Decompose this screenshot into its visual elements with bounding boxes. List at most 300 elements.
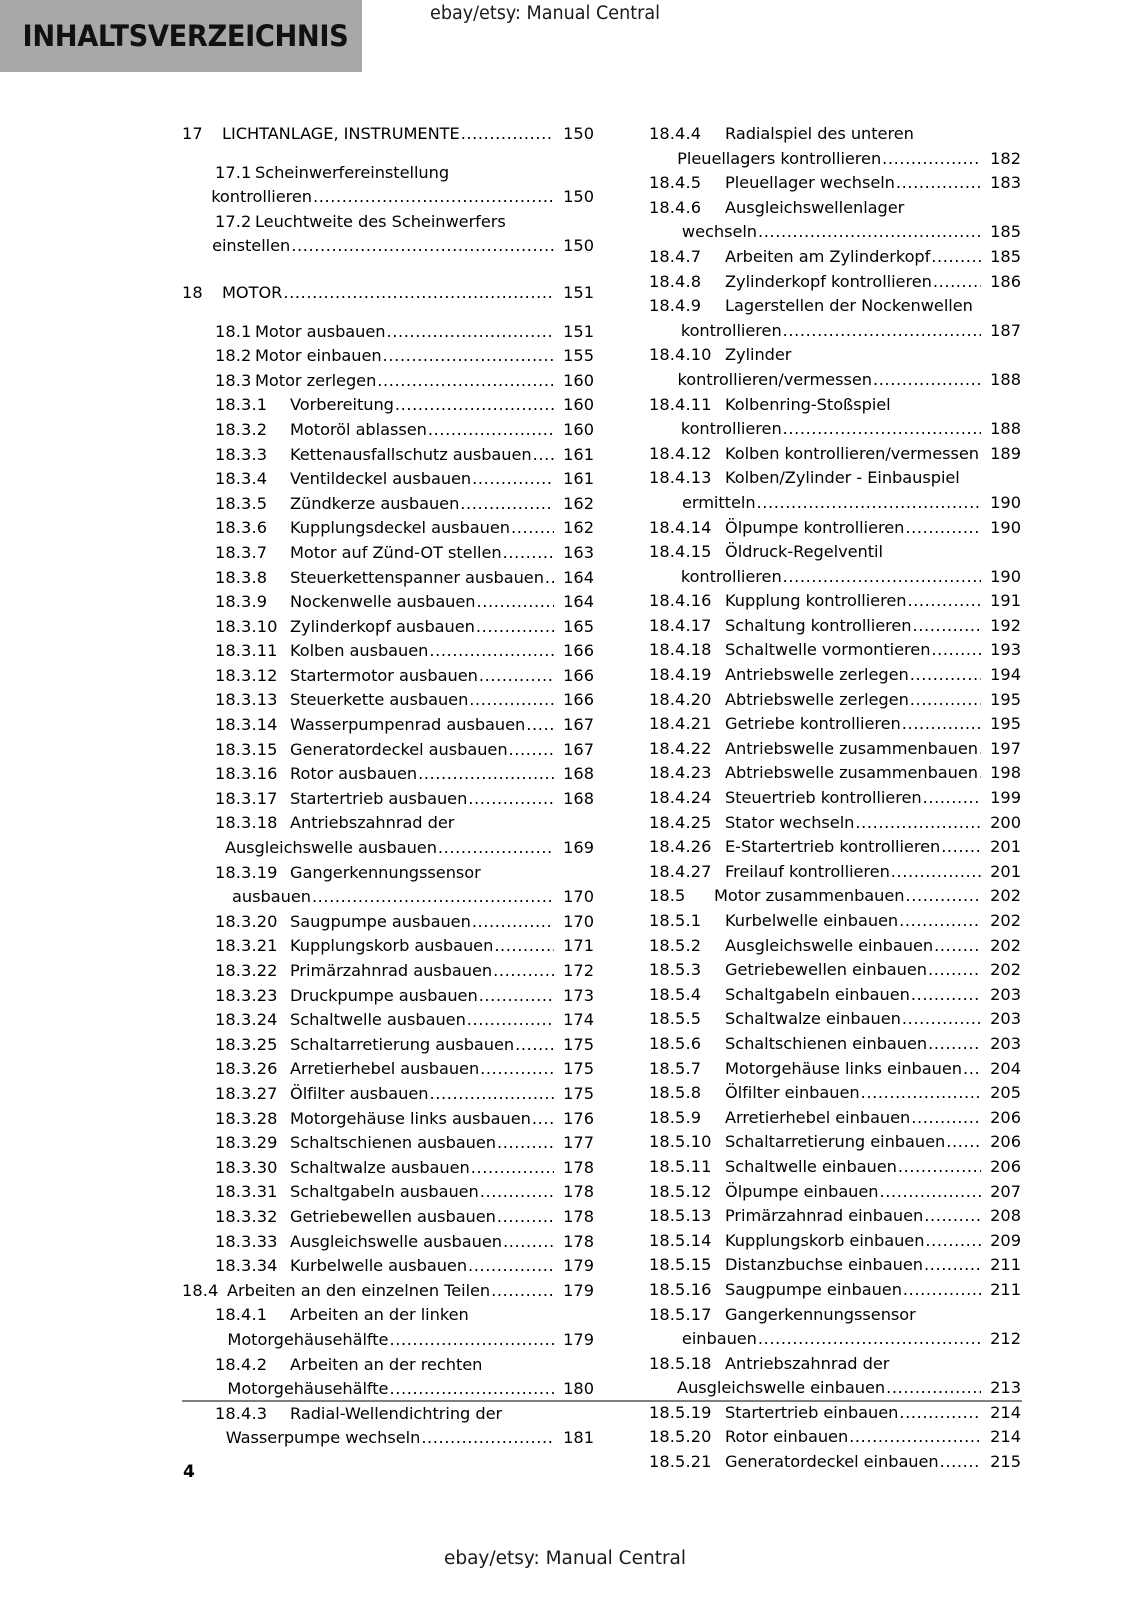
toc-entry-number: 18.5.2 — [649, 935, 702, 955]
toc-entry[interactable] — [182, 1082, 594, 1107]
toc-entry-page: 192 — [990, 615, 1021, 635]
toc-leader-dots — [387, 320, 554, 345]
toc-entry[interactable] — [182, 1107, 594, 1132]
toc-entry-page: 214 — [990, 1427, 1021, 1447]
toc-leader-dots — [283, 281, 554, 306]
toc-entry[interactable] — [649, 1401, 1021, 1426]
toc-leader-dots — [934, 934, 981, 959]
toc-entry[interactable] — [649, 1081, 1021, 1106]
toc-entry-number: 18.5.7 — [649, 1058, 702, 1078]
toc-entry[interactable] — [182, 516, 594, 541]
toc-leader-dots — [873, 368, 981, 393]
toc-entry-title: Arbeiten am Zylinderkopf — [725, 246, 931, 266]
toc-entry-page: 211 — [990, 1255, 1021, 1275]
toc-entry-page: 162 — [563, 518, 594, 538]
toc-entry-number: 18.4.16 — [649, 591, 712, 611]
toc-entry-page: 183 — [990, 173, 1021, 193]
toc-entry[interactable] — [182, 1230, 594, 1255]
toc-entry[interactable] — [182, 369, 594, 394]
footer-divider — [182, 1400, 1022, 1402]
toc-entry[interactable] — [649, 1253, 1021, 1278]
toc-entry-number: 18.3.6 — [215, 518, 268, 538]
toc-entry[interactable] — [182, 1057, 594, 1082]
toc-entry[interactable] — [649, 688, 1021, 713]
toc-entry[interactable] — [182, 1033, 594, 1058]
toc-leader-dots — [924, 1204, 981, 1229]
toc-leader-dots — [928, 1032, 981, 1057]
toc-entry-page: 167 — [563, 715, 594, 735]
toc-entry[interactable] — [182, 1008, 594, 1033]
toc-entry[interactable] — [649, 884, 1021, 909]
toc-entry-page: 166 — [563, 690, 594, 710]
toc-entry-number: 18.3.21 — [215, 936, 278, 956]
toc-leader-dots — [532, 1107, 554, 1132]
toc-entry-title-cont: wechseln — [681, 222, 758, 242]
footer-watermark: ebay/etsy: Manual Central — [443, 1548, 687, 1569]
toc-entry-title: Abtriebswelle zerlegen — [725, 689, 909, 709]
toc-leader-dots — [758, 1327, 981, 1352]
toc-leader-dots — [479, 664, 554, 689]
toc-entry-title: Motor ausbauen — [255, 321, 386, 341]
toc-entry-page: 201 — [990, 861, 1021, 881]
toc-entry[interactable] — [182, 688, 594, 713]
toc-entry-page: 185 — [990, 222, 1021, 242]
toc-leader-dots — [911, 983, 981, 1008]
toc-entry[interactable] — [182, 738, 594, 763]
toc-entry[interactable] — [649, 442, 1021, 467]
toc-entry[interactable] — [182, 934, 594, 959]
toc-leader-dots — [312, 885, 554, 910]
toc-entry[interactable] — [649, 466, 1021, 515]
toc-entry[interactable] — [649, 983, 1021, 1008]
toc-entry-page: 171 — [563, 936, 594, 956]
toc-entry-page: 197 — [990, 738, 1021, 758]
toc-entry[interactable] — [649, 270, 1021, 295]
toc-leader-dots — [903, 1278, 981, 1303]
toc-entry-page: 200 — [990, 812, 1021, 832]
toc-entry[interactable] — [649, 638, 1021, 663]
toc-entry[interactable] — [649, 1130, 1021, 1155]
toc-entry-title: Kolben kontrollieren/vermessen — [725, 443, 980, 463]
toc-entry-title: Getriebe kontrollieren — [725, 714, 901, 734]
toc-entry-page: 150 — [563, 124, 594, 143]
toc-entry[interactable] — [649, 761, 1021, 786]
toc-leader-dots — [882, 147, 981, 172]
toc-entry[interactable] — [649, 712, 1021, 737]
toc-entry-title: Zylinderkopf ausbauen — [290, 616, 475, 636]
toc-entry[interactable] — [182, 639, 594, 664]
toc-entry-title: Ölfilter einbauen — [725, 1083, 860, 1103]
toc-entry-page: 208 — [990, 1206, 1021, 1226]
toc-entry[interactable] — [182, 590, 594, 615]
toc-entry[interactable] — [182, 664, 594, 689]
toc-leader-dots — [421, 1426, 554, 1451]
toc-entry[interactable] — [182, 959, 594, 984]
toc-leader-dots — [493, 959, 554, 984]
toc-entry-page: 206 — [990, 1107, 1021, 1127]
toc-entry-number: 18.3.28 — [215, 1108, 278, 1128]
toc-entry[interactable] — [182, 1205, 594, 1230]
toc-entry[interactable] — [182, 147, 594, 210]
toc-entry-number: 18.4.20 — [649, 689, 712, 709]
toc-entry-number: 18.5.20 — [649, 1427, 712, 1447]
toc-entry-number: 18.4.15 — [649, 542, 712, 562]
toc-entry-title: Schaltarretierung einbauen — [725, 1132, 946, 1152]
toc-entry-number: 18.4 — [182, 1280, 219, 1300]
toc-entry-number: 18.4.3 — [215, 1403, 268, 1423]
toc-entry-title: Ausgleichswelle ausbauen — [290, 1231, 502, 1251]
toc-entry-title: Wasserpumpenrad ausbauen — [290, 715, 526, 735]
toc-entry-number: 18.3.13 — [215, 690, 278, 710]
toc-entry-page: 199 — [990, 788, 1021, 808]
toc-leader-dots — [861, 1081, 981, 1106]
toc-entry[interactable] — [649, 1106, 1021, 1131]
toc-entry[interactable] — [649, 1155, 1021, 1180]
toc-entry[interactable] — [182, 713, 594, 738]
toc-entry-number: 18.5.14 — [649, 1230, 712, 1250]
toc-entry-page: 164 — [563, 592, 594, 612]
toc-entry-title: MOTOR — [222, 282, 283, 302]
toc-entry[interactable] — [182, 1303, 594, 1352]
toc-entry[interactable] — [649, 1007, 1021, 1032]
toc-entry-number: 18.3.18 — [215, 813, 278, 833]
toc-entry[interactable] — [649, 1450, 1021, 1475]
toc-entry-number: 18.4.14 — [649, 517, 712, 537]
toc-entry-page: 170 — [563, 887, 594, 907]
toc-entry-title: Ausgleichswelle einbauen — [725, 935, 934, 955]
toc-entry-title-cont: Pleuellagers kontrollieren — [677, 148, 882, 168]
toc-entry[interactable] — [649, 860, 1021, 885]
toc-entry-page: 188 — [990, 369, 1021, 389]
toc-entry-number: 18.4.4 — [649, 124, 702, 143]
toc-entry-number: 18.4.9 — [649, 296, 702, 316]
toc-entry[interactable] — [649, 1303, 1021, 1352]
toc-entry-number: 17 — [182, 124, 203, 143]
toc-entry[interactable] — [182, 122, 594, 147]
toc-entry[interactable] — [649, 958, 1021, 983]
toc-entry-title: Schaltwelle einbauen — [725, 1156, 897, 1176]
toc-entry[interactable] — [649, 1352, 1021, 1401]
toc-entry-number: 18.4.19 — [649, 665, 712, 685]
toc-entry-title: Kupplung kontrollieren — [725, 591, 907, 611]
toc-entry[interactable] — [182, 492, 594, 517]
toc-entry-page: 214 — [990, 1402, 1021, 1422]
toc-entry-title: Startermotor ausbauen — [290, 665, 478, 685]
toc-leader-dots — [941, 835, 981, 860]
toc-entry-title: Motorgehäuse links ausbauen — [290, 1108, 531, 1128]
toc-spacer — [182, 306, 594, 320]
toc-leader-dots — [925, 1229, 981, 1254]
toc-entry-title: Motor auf Zünd-OT stellen — [290, 542, 502, 562]
toc-entry-title-cont: ermitteln — [681, 492, 756, 512]
toc-entry-title: Motoröl ablassen — [290, 419, 427, 439]
toc-entry-title: Arbeiten an der linken — [290, 1305, 469, 1325]
toc-entry-number: 18.5.19 — [649, 1402, 712, 1422]
toc-entry-number: 18.3.11 — [215, 641, 278, 661]
toc-entry[interactable] — [182, 467, 594, 492]
toc-entry-page: 181 — [563, 1428, 594, 1448]
toc-entry[interactable] — [182, 910, 594, 935]
toc-entry-page: 178 — [563, 1182, 594, 1202]
toc-entry-title: Arbeiten an den einzelnen Teilen — [227, 1280, 491, 1300]
toc-entry-title: Ölpumpe kontrollieren — [725, 517, 905, 537]
toc-entry[interactable] — [182, 1180, 594, 1205]
toc-entry[interactable] — [182, 418, 594, 443]
toc-entry-page: 167 — [563, 739, 594, 759]
toc-entry-page: 206 — [990, 1156, 1021, 1176]
toc-entry-page: 177 — [563, 1133, 594, 1153]
toc-entry[interactable] — [182, 1131, 594, 1156]
toc-entry[interactable] — [182, 615, 594, 640]
toc-entry-number: 18.5.18 — [649, 1353, 712, 1373]
toc-leader-dots — [899, 909, 981, 934]
toc-entry-title: Zündkerze ausbauen — [290, 493, 460, 513]
toc-entry-title: Ölpumpe einbauen — [725, 1181, 879, 1201]
toc-entry[interactable] — [649, 343, 1021, 392]
toc-leader-dots — [910, 663, 981, 688]
toc-entry-number: 18.4.11 — [649, 394, 712, 414]
toc-entry-page: 186 — [990, 271, 1021, 291]
toc-entry-number: 18.5.9 — [649, 1107, 702, 1127]
toc-entry-number: 18.4.5 — [649, 173, 702, 193]
toc-entry-page: 150 — [563, 236, 594, 256]
toc-leader-dots — [503, 1230, 554, 1255]
toc-entry-page: 179 — [563, 1329, 594, 1349]
toc-entry-number: 18.4.6 — [649, 197, 702, 217]
toc-leader-dots — [891, 860, 981, 885]
toc-entry-page: 178 — [563, 1206, 594, 1226]
toc-entry[interactable] — [649, 294, 1021, 343]
toc-entry-page: 207 — [990, 1181, 1021, 1201]
toc-leader-dots — [460, 492, 554, 517]
toc-leader-dots — [395, 393, 554, 418]
toc-leader-dots — [491, 1279, 554, 1304]
toc-entry-page: 205 — [990, 1083, 1021, 1103]
toc-entry-number: 18.4.8 — [649, 271, 702, 291]
toc-entry[interactable] — [649, 1032, 1021, 1057]
toc-entry[interactable] — [649, 737, 1021, 762]
toc-leader-dots — [438, 836, 554, 861]
toc-entry[interactable] — [649, 1180, 1021, 1205]
toc-entry[interactable] — [182, 762, 594, 787]
toc-entry-page: 211 — [990, 1279, 1021, 1299]
toc-entry-page: 202 — [990, 935, 1021, 955]
toc-entry[interactable] — [649, 171, 1021, 196]
toc-entry-page: 189 — [990, 443, 1021, 463]
toc-leader-dots — [429, 1082, 554, 1107]
toc-entry[interactable] — [182, 861, 594, 910]
toc-entry-title: Getriebewellen ausbauen — [290, 1206, 496, 1226]
toc-leader-dots — [905, 516, 981, 541]
toc-entry[interactable] — [649, 589, 1021, 614]
toc-leader-dots — [477, 590, 554, 615]
toc-entry[interactable] — [649, 540, 1021, 589]
toc-entry-title: Arretierhebel einbauen — [725, 1107, 911, 1127]
toc-entry-page: 209 — [990, 1230, 1021, 1250]
toc-entry-title: Lagerstellen der Nockenwellen — [725, 296, 973, 316]
toc-entry[interactable] — [182, 344, 594, 369]
toc-entry-title: Startertrieb ausbauen — [290, 788, 468, 808]
toc-leader-dots — [377, 369, 554, 394]
toc-leader-dots — [940, 1450, 981, 1475]
toc-entry-page: 212 — [990, 1329, 1021, 1349]
toc-leader-dots — [545, 566, 554, 591]
toc-entry[interactable] — [649, 1278, 1021, 1303]
toc-entry-page: 161 — [563, 469, 594, 489]
toc-entry[interactable] — [182, 1279, 594, 1304]
toc-entry-number: 18.5.17 — [649, 1304, 712, 1324]
toc-entry-title: Schaltung kontrollieren — [725, 615, 912, 635]
toc-entry-page: 161 — [563, 444, 594, 464]
toc-leader-dots — [910, 688, 981, 713]
toc-entry-title-cont: kontrollieren — [680, 320, 782, 340]
toc-entry[interactable] — [182, 566, 594, 591]
toc-entry[interactable] — [182, 393, 594, 418]
toc-entry-number: 18.5.4 — [649, 984, 702, 1004]
toc-entry[interactable] — [649, 122, 1021, 171]
toc-entry-number: 18.3.20 — [215, 911, 278, 931]
toc-entry-number: 18.5.3 — [649, 960, 702, 980]
toc-entry-page: 195 — [990, 714, 1021, 734]
toc-leader-dots — [389, 1377, 554, 1402]
toc-entry-title: Motor einbauen — [255, 346, 382, 366]
toc-leader-dots — [471, 1156, 554, 1181]
toc-entry[interactable] — [649, 835, 1021, 860]
toc-entry[interactable] — [649, 811, 1021, 836]
toc-leader-dots — [468, 1254, 554, 1279]
toc-leader-dots — [472, 467, 554, 492]
toc-entry[interactable] — [182, 541, 594, 566]
toc-entry-title: Kupplungsdeckel ausbauen — [290, 518, 510, 538]
toc-entry-title-cont: kontrollieren — [680, 566, 782, 586]
toc-entry-page: 204 — [990, 1058, 1021, 1078]
toc-entry[interactable] — [182, 1402, 594, 1451]
toc-entry[interactable] — [649, 393, 1021, 442]
toc-leader-dots — [313, 185, 554, 210]
toc-entry[interactable] — [649, 614, 1021, 639]
toc-entry-title: Motorgehäuse links einbauen — [725, 1058, 962, 1078]
toc-entry-page: 203 — [990, 1009, 1021, 1029]
toc-entry-title: Schaltarretierung ausbauen — [290, 1034, 515, 1054]
toc-entry-title-cont: einbauen — [681, 1329, 757, 1349]
toc-entry-title-cont: kontrollieren — [680, 419, 782, 439]
toc-entry[interactable] — [649, 516, 1021, 541]
toc-entry-title: Saugpumpe ausbauen — [290, 911, 471, 931]
toc-entry-title: Zylinder — [725, 345, 792, 365]
toc-entry[interactable] — [182, 787, 594, 812]
toc-entry-title: Getriebewellen einbauen — [725, 960, 927, 980]
toc-entry-number: 18.4.25 — [649, 812, 712, 832]
toc-entry[interactable] — [649, 934, 1021, 959]
toc-entry-page: 202 — [990, 960, 1021, 980]
toc-entry-title: Ölfilter ausbauen — [290, 1083, 429, 1103]
toc-leader-dots — [963, 1057, 981, 1082]
toc-entry-number: 18.4.7 — [649, 246, 702, 266]
toc-entry[interactable] — [649, 909, 1021, 934]
toc-entry-number: 18.3.31 — [215, 1182, 278, 1202]
toc-entry-number: 18.4.24 — [649, 788, 712, 808]
toc-entry-number: 18.4.10 — [649, 345, 712, 365]
toc-leader-dots — [928, 958, 981, 983]
toc-entry-title: Schaltwelle vormontieren — [725, 640, 931, 660]
toc-entry-title: Leuchtweite des Scheinwerfers — [255, 211, 506, 231]
toc-entry-title: Rotor einbauen — [725, 1427, 849, 1447]
toc-leader-dots — [902, 1007, 981, 1032]
toc-entry[interactable] — [182, 306, 594, 345]
toc-entry[interactable] — [182, 1353, 594, 1402]
toc-entry[interactable] — [649, 786, 1021, 811]
toc-entry-title: Gangerkennungssensor — [725, 1304, 916, 1324]
toc-entry-number: 18.3.12 — [215, 665, 278, 685]
toc-entry[interactable] — [182, 443, 594, 468]
toc-entry[interactable] — [649, 1057, 1021, 1082]
toc-entry[interactable] — [182, 1254, 594, 1279]
toc-entry[interactable] — [182, 210, 594, 259]
toc-entry-number: 18.1 — [215, 321, 252, 341]
toc-entry[interactable] — [182, 811, 594, 860]
toc-entry-number: 18.3.30 — [215, 1157, 278, 1177]
toc-entry-title: Kettenausfallschutz ausbauen — [290, 444, 532, 464]
toc-entry-number: 18.3.5 — [215, 493, 268, 513]
toc-leader-dots — [933, 270, 981, 295]
toc-leader-dots — [906, 884, 981, 909]
toc-entry[interactable] — [182, 259, 594, 306]
toc-leader-dots — [896, 171, 981, 196]
toc-entry-title: Schaltwalze einbauen — [725, 1009, 901, 1029]
toc-entry-page: 202 — [990, 911, 1021, 930]
page-number: 4 — [183, 1462, 195, 1482]
toc-entry-page: 164 — [563, 567, 594, 587]
toc-leader-dots — [907, 589, 981, 614]
toc-leader-dots — [849, 1425, 981, 1450]
toc-entry-title: Radial-Wellendichtring der — [290, 1403, 503, 1423]
toc-entry-number: 18.5.1 — [649, 911, 702, 930]
toc-entry-number: 18.3.15 — [215, 739, 278, 759]
toc-entry-number: 18.3.10 — [215, 616, 278, 636]
toc-entry-title: Antriebszahnrad der — [725, 1353, 890, 1373]
toc-entry-title: Kurbelwelle ausbauen — [290, 1256, 468, 1276]
toc-entry-title: Kurbelwelle einbauen — [725, 911, 899, 930]
toc-entry-number: 18.3.19 — [215, 862, 278, 882]
toc-entry-title: Öldruck-Regelventil — [725, 542, 883, 562]
toc-entry-number: 18.5.10 — [649, 1132, 712, 1152]
toc-entry-title: Druckpumpe ausbauen — [290, 985, 478, 1005]
toc-entry[interactable] — [649, 663, 1021, 688]
toc-leader-dots — [428, 418, 554, 443]
toc-entry[interactable] — [649, 196, 1021, 245]
toc-entry-page: 203 — [990, 984, 1021, 1004]
toc-entry-title: Schaltgabeln ausbauen — [290, 1182, 479, 1202]
toc-leader-dots — [480, 1180, 554, 1205]
toc-entry[interactable] — [649, 1425, 1021, 1450]
toc-entry-title: Radialspiel des unteren — [725, 124, 914, 143]
toc-entry-page: 201 — [990, 837, 1021, 857]
toc-entry-page: 172 — [563, 961, 594, 980]
toc-entry-title: Scheinwerfereinstellung — [255, 162, 450, 182]
toc-entry-title: Motor zerlegen — [255, 370, 377, 390]
toc-entry[interactable] — [182, 1156, 594, 1181]
toc-entry[interactable] — [649, 1204, 1021, 1229]
toc-entry[interactable] — [649, 1229, 1021, 1254]
toc-entry-page: 206 — [990, 1132, 1021, 1152]
toc-entry-title: Nockenwelle ausbauen — [290, 592, 476, 612]
toc-entry[interactable] — [182, 984, 594, 1009]
section-title-banner — [0, 0, 362, 72]
toc-entry[interactable] — [649, 245, 1021, 270]
toc-entry-page: 179 — [563, 1280, 594, 1300]
toc-entry-page: 185 — [990, 246, 1021, 266]
toc-leader-dots — [923, 786, 981, 811]
